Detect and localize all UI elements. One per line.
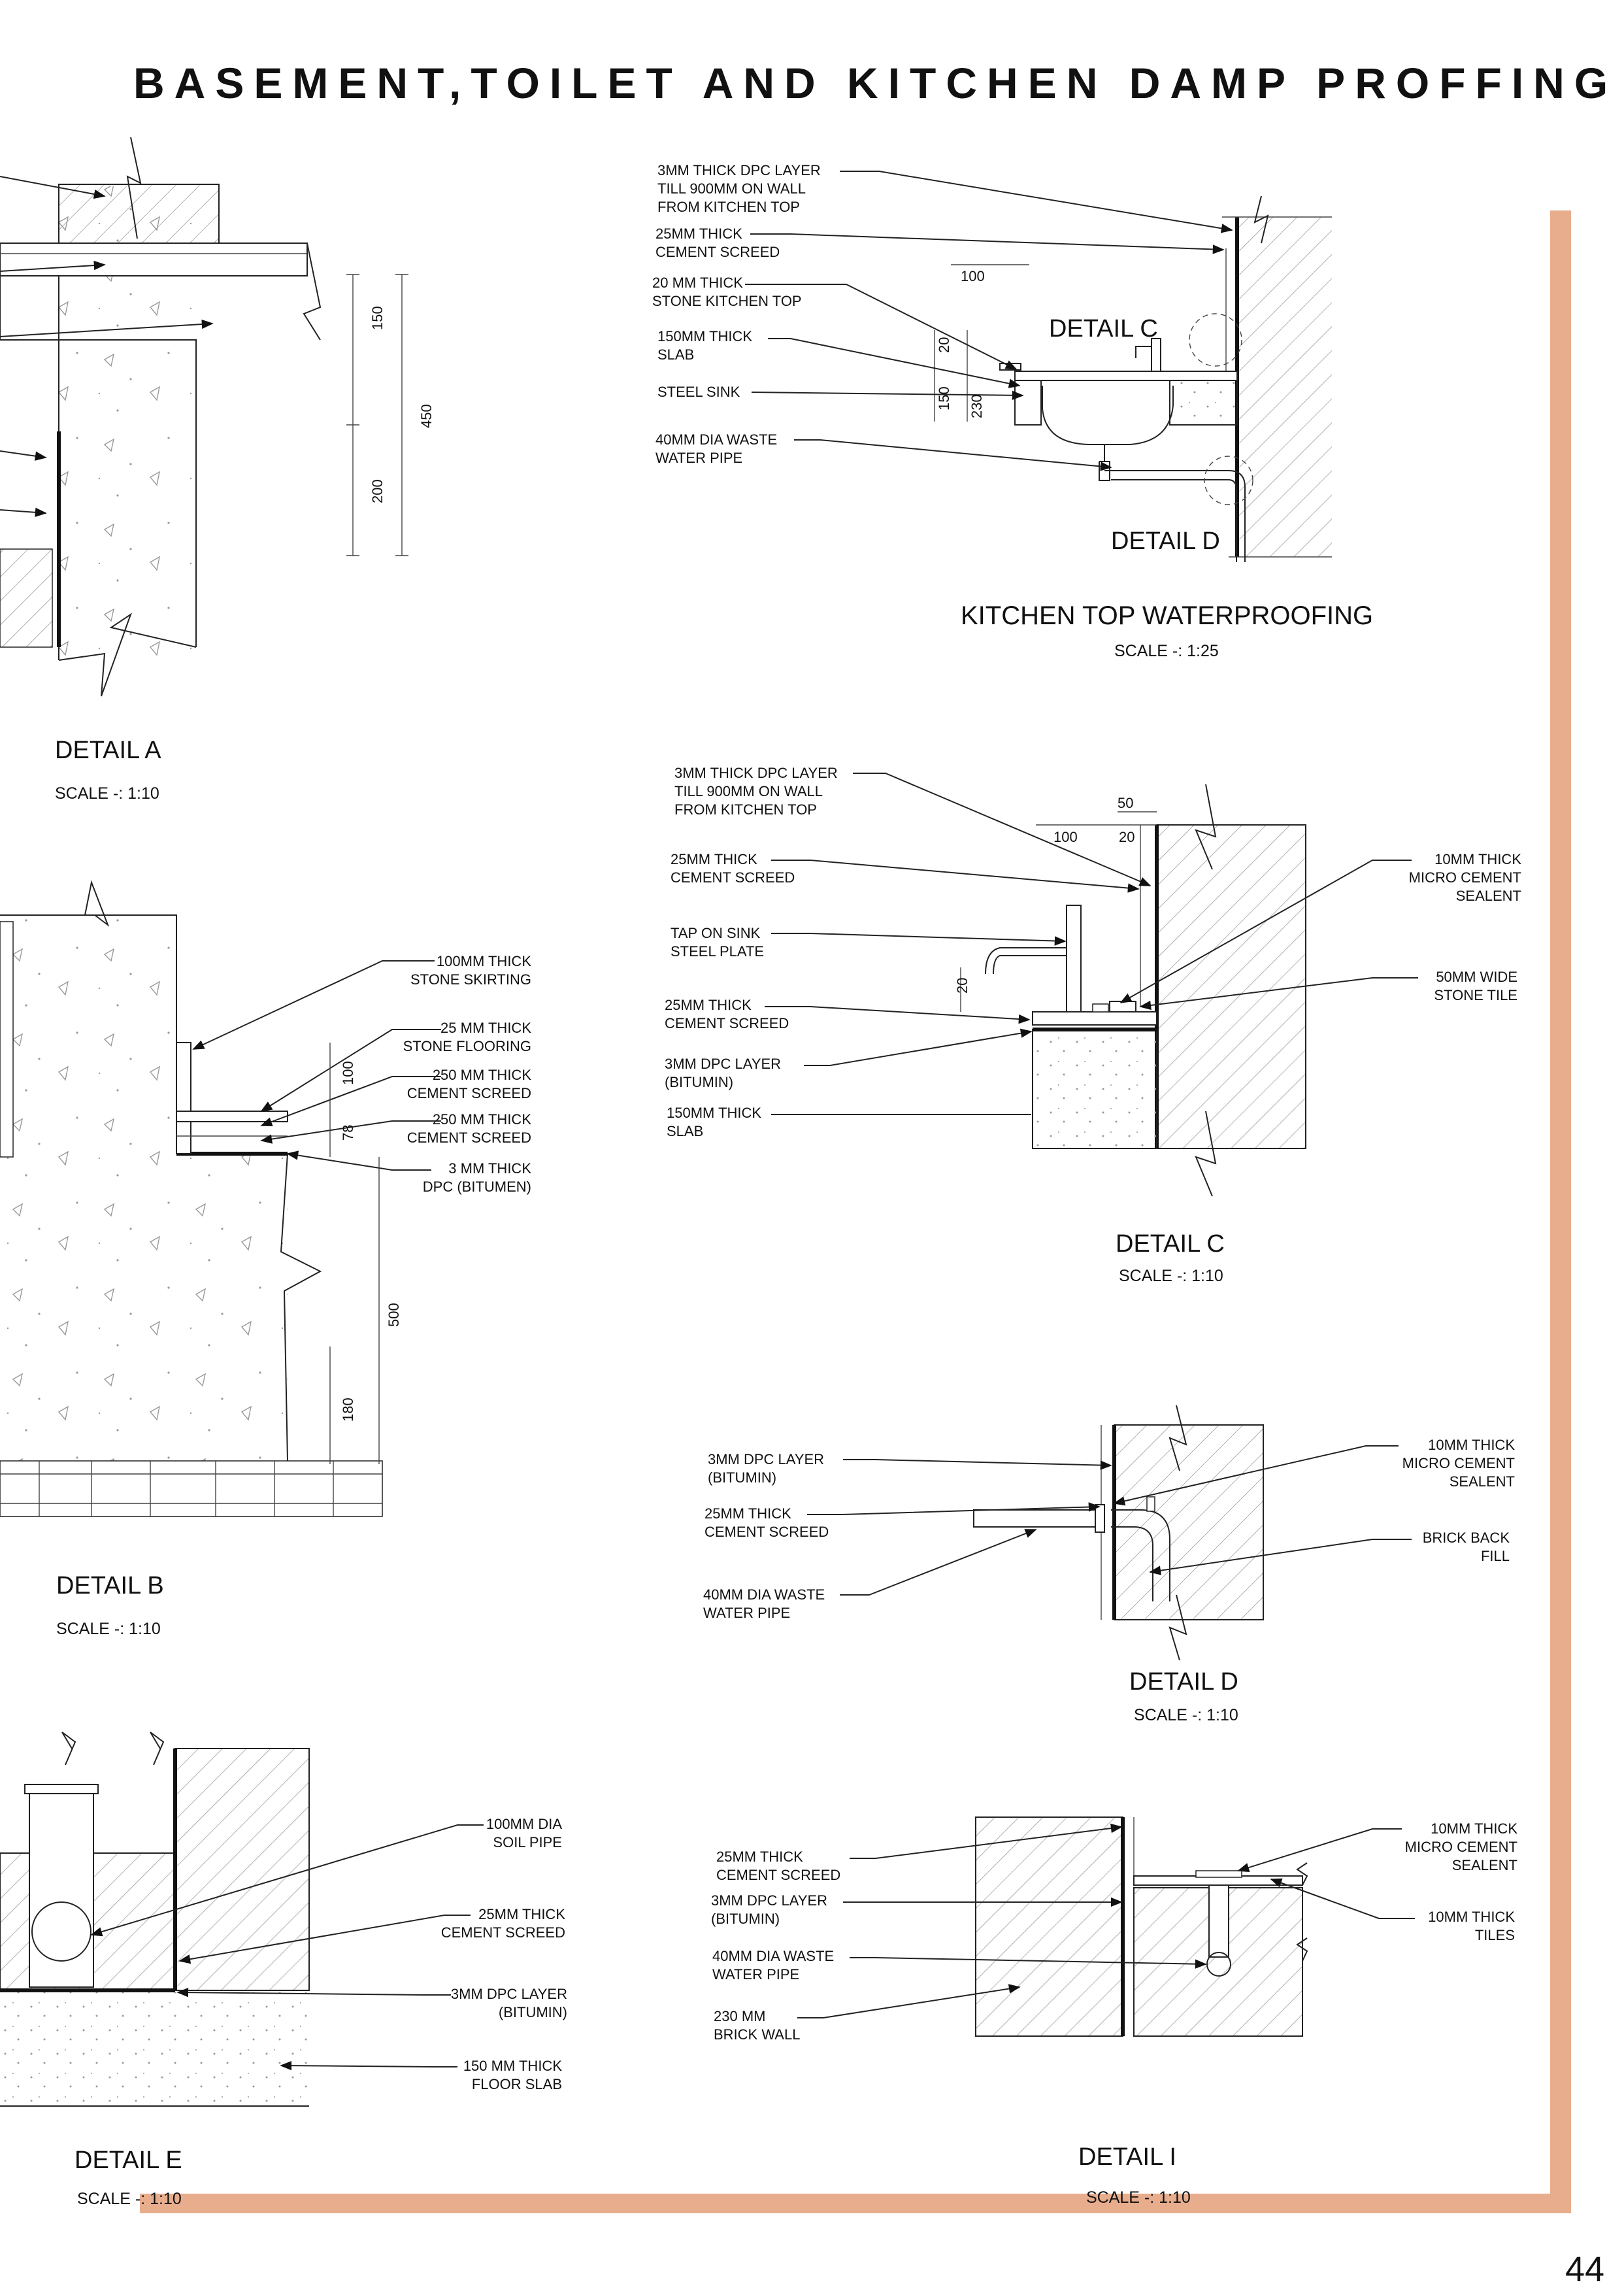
detail-c-wall [1157,825,1306,1148]
detail-b-label-dpc: 3 MM THICK DPC (BITUMEN) [422,1160,531,1195]
kitchen-label-screed: 25MM THICK CEMENT SCREED [655,226,780,260]
detail-d-wall [1114,1425,1263,1620]
detail-a-parapet [59,184,219,243]
kitchen-scale: SCALE -: 1:25 [1114,642,1219,660]
kitchen-dim-20: 20 [936,337,952,353]
detail-c-label-dpc: 3MM THICK DPC LAYER TILL 900MM ON WALL FROM KITCHEN TOP [674,765,838,818]
detail-c-tap [1067,905,1081,1012]
detail-b-label-skirting: 100MM THICK STONE SKIRTING [410,953,531,988]
page-number: 44 [1565,2250,1605,2289]
detail-e-label-screed: 25MM THICK CEMENT SCREED [440,1906,565,1941]
stone-flooring [176,1111,288,1122]
detail-c-label-slab: 150MM THICK SLAB [667,1105,762,1139]
detail-a [0,137,435,803]
kitchen-top-slab [1015,371,1237,380]
detail-c-dim-20: 20 [1119,829,1135,845]
detail-b-label-screed-2: 250 MM THICK CEMENT SCREED [406,1111,531,1146]
detail-c-slab [1033,1029,1157,1148]
detail-i-label-dpc: 3MM DPC LAYER (BITUMIN) [711,1892,828,1927]
page-title: BASEMENT,TOILET AND KITCHEN DAMP PROFFING [133,59,1618,107]
detail-d-label-micro-cement: 10MM THICK MICRO CEMENT SEALENT [1402,1437,1515,1490]
detail-c-scale: SCALE -: 1:10 [1119,1267,1223,1285]
detail-d-label-dpc: 3MM DPC LAYER (BITUMIN) [708,1451,825,1486]
detail-b-wall [0,915,176,1461]
accent-bar-bottom [140,2194,1571,2213]
detail-i [711,1817,1517,2207]
detail-d [703,1405,1515,1724]
detail-a-dim-150: 150 [369,306,386,330]
kitchen-title: KITCHEN TOP WATERPROOFING [961,601,1374,630]
kitchen-dim-100: 100 [961,268,985,284]
detail-e-title: DETAIL E [75,2147,182,2174]
detail-d-title: DETAIL D [1129,1668,1238,1696]
detail-b-label-flooring: 25 MM THICK STONE FLOORING [403,1020,531,1054]
detail-c-label-screed-1: 25MM THICK CEMENT SCREED [671,851,795,886]
kitchen-dim-230: 230 [969,394,985,418]
detail-e-label-soil-pipe: 100MM DIA SOIL PIPE [486,1816,562,1850]
detail-i-scale: SCALE -: 1:10 [1086,2188,1191,2207]
detail-c-label-screed-2: 25MM THICK CEMENT SCREED [665,997,789,1031]
detail-i-title: DETAIL I [1078,2143,1176,2171]
detail-a-dim-450: 450 [418,404,435,428]
detail-b-dim-100: 100 [340,1061,356,1085]
detail-i-label-brick: 230 MM BRICK WALL [714,2008,801,2043]
kitchen-label-sink: STEEL SINK [657,384,740,400]
detail-b-dim-500: 500 [386,1303,402,1327]
kitchen-label-stone-top: 20 MM THICK STONE KITCHEN TOP [652,275,802,309]
detail-b [0,882,531,1638]
detail-a-dim-200: 200 [369,479,386,503]
detail-d-label-screed: 25MM THICK CEMENT SCREED [704,1505,829,1540]
kitchen-label-slab: 150MM THICK SLAB [657,328,753,363]
kitchen-top-waterproofing [652,162,1373,660]
callout-detail-c: DETAIL C [1049,315,1158,343]
detail-b-base-layer [0,1461,382,1516]
detail-d-pipe-stub [974,1510,1104,1527]
detail-e-scale: SCALE -: 1:10 [77,2190,182,2208]
kitchen-dim-150: 150 [936,386,952,410]
detail-c-label-stone-tile: 50MM WIDE STONE TILE [1434,969,1517,1003]
kitchen-wall [1237,217,1332,557]
detail-i-wall [976,1817,1123,2036]
detail-e-label-dpc: 3MM DPC LAYER (BITUMIN) [450,1986,567,2020]
detail-i-label-waste: 40MM DIA WASTE WATER PIPE [712,1948,835,1983]
detail-a-title: DETAIL A [55,737,161,764]
callout-detail-d: DETAIL D [1111,527,1220,555]
detail-c-title: DETAIL C [1116,1230,1225,1258]
detail-b-dim-180: 180 [340,1398,356,1422]
detail-i-label-screed: 25MM THICK CEMENT SCREED [716,1849,841,1883]
stone-skirting [176,1043,191,1154]
detail-b-title: DETAIL B [56,1572,164,1599]
kitchen-label-waste: 40MM DIA WASTE WATER PIPE [655,431,778,466]
detail-a-scale: SCALE -: 1:10 [55,784,159,803]
detail-e-label-slab: 150 MM THICK FLOOR SLAB [463,2058,562,2092]
detail-c-label-dpc-bitumin: 3MM DPC LAYER (BITUMIN) [665,1056,782,1090]
detail-b-dim-78: 78 [340,1124,356,1141]
detail-e-wall [175,1749,309,1990]
detail-b-label-screed-1: 250 MM THICK CEMENT SCREED [406,1067,531,1101]
detail-c-dim-100: 100 [1053,829,1078,845]
detail-i-label-tiles: 10MM THICK TILES [1428,1909,1515,1943]
kitchen-label-dpc: 3MM THICK DPC LAYER TILL 900MM ON WALL FROM KITCHEN TOP [657,162,821,215]
detail-i-label-micro-cement: 10MM THICK MICRO CEMENT SEALENT [1404,1820,1517,1873]
detail-d-scale: SCALE -: 1:10 [1134,1706,1238,1724]
detail-c-dim-50: 50 [1118,795,1134,811]
detail-b-scale: SCALE -: 1:10 [56,1620,161,1638]
detail-c-label-tap: TAP ON SINK STEEL PLATE [671,925,765,960]
detail-d-label-brick-fill: BRICK BACK FILL [1422,1530,1510,1564]
detail-e [0,1732,567,2208]
detail-d-label-waste: 40MM DIA WASTE WATER PIPE [703,1586,825,1621]
detail-c-dim-20b: 20 [954,977,970,994]
accent-bar-right [1550,210,1571,2213]
soil-pipe [29,1791,93,1987]
steel-sink [1042,386,1173,444]
detail-c-label-micro-cement: 10MM THICK MICRO CEMENT SEALENT [1408,851,1521,904]
detail-c [665,765,1521,1285]
detail-e-slab [0,1992,309,2107]
